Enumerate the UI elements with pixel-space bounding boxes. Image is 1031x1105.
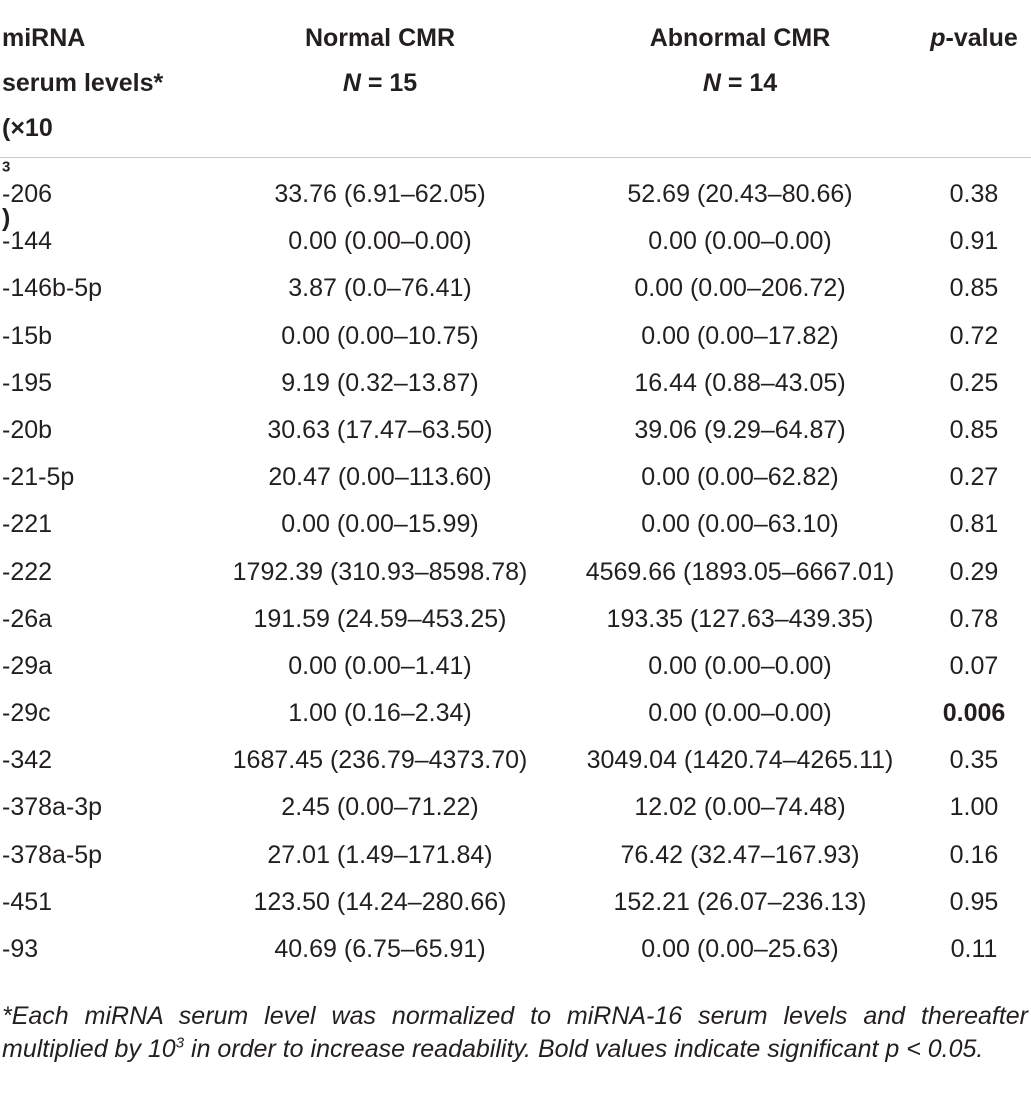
table-row bbox=[0, 454, 1031, 501]
cell-abnormal-cmr: 0.00 (0.00–0.00) bbox=[648, 699, 832, 728]
cell-abnormal-cmr: 52.69 (20.43–80.66) bbox=[627, 180, 853, 208]
column-header-normal-cmr bbox=[210, 16, 550, 106]
cell-normal-cmr: 1792.39 (310.93–8598.78) bbox=[232, 557, 528, 586]
cell-abnormal-cmr: 152.21 (26.07–236.13) bbox=[613, 887, 867, 916]
cell-normal-cmr: 33.76 (6.91–62.05) bbox=[274, 180, 486, 208]
cell-p-value: 0.16 bbox=[949, 840, 999, 869]
table-row bbox=[0, 501, 1031, 548]
cell-normal-cmr: 27.01 (1.49–171.84) bbox=[267, 840, 493, 869]
cell-p-value: 0.91 bbox=[949, 227, 999, 256]
cell-mirna-name: -29c bbox=[2, 699, 51, 728]
cell-abnormal-cmr: 0.00 (0.00–62.82) bbox=[641, 463, 839, 492]
cell-p-value: 1.00 bbox=[949, 793, 999, 822]
column-header-p-value: p-value bbox=[930, 24, 1018, 52]
cell-p-value: 0.11 bbox=[950, 935, 998, 963]
column-header-normal-n: N = 15 bbox=[342, 69, 418, 97]
column-header-abnormal-cmr bbox=[570, 16, 910, 106]
cell-mirna-name: -26a bbox=[2, 604, 53, 633]
cell-normal-cmr: 0.00 (0.00–10.75) bbox=[281, 321, 479, 350]
table-row bbox=[0, 643, 1031, 690]
cell-mirna-name: -21-5p bbox=[2, 463, 75, 492]
table-row bbox=[0, 832, 1031, 879]
cell-normal-cmr: 0.00 (0.00–15.99) bbox=[281, 510, 479, 539]
table-row bbox=[0, 265, 1031, 312]
cell-p-value: 0.35 bbox=[949, 746, 999, 775]
cell-abnormal-cmr: 0.00 (0.00–63.10) bbox=[641, 510, 839, 539]
cell-abnormal-cmr: 193.35 (127.63–439.35) bbox=[606, 604, 874, 633]
cell-mirna-name: -15b bbox=[2, 321, 53, 350]
table-row bbox=[0, 690, 1031, 737]
cell-normal-cmr: 9.19 (0.32–13.87) bbox=[281, 368, 479, 397]
table-row bbox=[0, 313, 1031, 360]
table-row bbox=[0, 218, 1031, 265]
cell-abnormal-cmr: 0.00 (0.00–206.72) bbox=[634, 274, 846, 303]
cell-mirna-name: -378a-3p bbox=[2, 793, 103, 822]
cell-mirna-name: -378a-5p bbox=[2, 840, 103, 869]
cell-abnormal-cmr: 39.06 (9.29–64.87) bbox=[634, 415, 846, 444]
column-header-normal-title: Normal CMR bbox=[304, 24, 455, 52]
cell-p-value: 0.85 bbox=[949, 274, 999, 303]
cell-p-value: 0.78 bbox=[949, 604, 999, 633]
column-header-mirna-line1: miRNA bbox=[2, 24, 86, 52]
cell-normal-cmr: 40.69 (6.75–65.91) bbox=[274, 935, 486, 963]
column-header-mirna-line3: (×10 $^3$ ) bbox=[2, 114, 53, 232]
cell-abnormal-cmr: 0.00 (0.00–0.00) bbox=[648, 651, 832, 680]
cell-p-value: 0.27 bbox=[949, 463, 999, 492]
cell-normal-cmr: 3.87 (0.0–76.41) bbox=[288, 274, 472, 303]
cell-normal-cmr: 0.00 (0.00–1.41) bbox=[288, 651, 472, 680]
column-header-abnormal-n: N = 14 bbox=[702, 69, 778, 97]
column-header-mirna-line2: serum levels* bbox=[2, 69, 164, 97]
cell-p-value: 0.07 bbox=[949, 651, 999, 680]
table-row bbox=[0, 784, 1031, 831]
table-row bbox=[0, 171, 1031, 218]
cell-p-value: 0.29 bbox=[949, 557, 999, 586]
cell-p-value: 0.85 bbox=[949, 415, 999, 444]
cell-mirna-name: -29a bbox=[2, 651, 53, 680]
cell-abnormal-cmr: 76.42 (32.47–167.93) bbox=[620, 840, 860, 869]
column-header-abnormal-title: Abnormal CMR bbox=[649, 24, 831, 52]
table-row bbox=[0, 926, 1031, 973]
cell-p-value: 0.25 bbox=[949, 368, 999, 397]
table-row bbox=[0, 737, 1031, 784]
cell-normal-cmr: 0.00 (0.00–0.00) bbox=[288, 227, 472, 256]
cell-mirna-name: -342 bbox=[2, 746, 53, 775]
cell-normal-cmr: 2.45 (0.00–71.22) bbox=[281, 793, 479, 822]
cell-p-value: 0.95 bbox=[949, 887, 999, 916]
cell-normal-cmr: 1.00 (0.16–2.34) bbox=[288, 699, 472, 728]
cell-abnormal-cmr: 0.00 (0.00–0.00) bbox=[648, 227, 832, 256]
cell-p-value: 0.81 bbox=[949, 510, 999, 539]
cell-abnormal-cmr: 12.02 (0.00–74.48) bbox=[634, 793, 846, 822]
cell-abnormal-cmr: 16.44 (0.88–43.05) bbox=[634, 368, 846, 397]
cell-normal-cmr: 191.59 (24.59–453.25) bbox=[253, 604, 507, 633]
header-divider bbox=[0, 157, 1031, 158]
cell-normal-cmr: 1687.45 (236.79–4373.70) bbox=[232, 746, 528, 775]
table-row bbox=[0, 549, 1031, 596]
table-row bbox=[0, 360, 1031, 407]
cell-abnormal-cmr: 3049.04 (1420.74–4265.11) bbox=[586, 746, 894, 775]
cell-normal-cmr: 123.50 (14.24–280.66) bbox=[253, 887, 507, 916]
table-footnote: *Each miRNA serum level was normalized to miRNA-16 serum levels and thereafter multiplied by $10^3$ in order to increase readability. Bold values indicate significant p < 0.05. bbox=[2, 1002, 1028, 1063]
cell-mirna-name: -451 bbox=[2, 887, 53, 916]
cell-mirna-name: -93 bbox=[2, 935, 39, 963]
table-row bbox=[0, 879, 1031, 926]
cell-mirna-name: -195 bbox=[2, 368, 53, 397]
table-row bbox=[0, 596, 1031, 643]
cell-mirna-name: -221 bbox=[2, 510, 53, 539]
table-body bbox=[0, 171, 1031, 973]
cell-mirna-name: -20b bbox=[2, 415, 53, 444]
cell-mirna-name: -222 bbox=[2, 557, 53, 586]
cell-normal-cmr: 30.63 (17.47–63.50) bbox=[267, 415, 493, 444]
cell-normal-cmr: 20.47 (0.00–113.60) bbox=[268, 463, 492, 492]
cell-mirna-name: -206 bbox=[2, 180, 53, 208]
table-row bbox=[0, 407, 1031, 454]
cell-mirna-name: -146b-5p bbox=[2, 274, 103, 303]
cell-p-value: 0.006 bbox=[942, 699, 1006, 728]
cell-p-value: 0.38 bbox=[949, 180, 999, 208]
cell-p-value: 0.72 bbox=[949, 321, 999, 350]
cell-mirna-name: -144 bbox=[2, 227, 53, 256]
cell-abnormal-cmr: 4569.66 (1893.05–6667.01) bbox=[585, 557, 895, 586]
cell-abnormal-cmr: 0.00 (0.00–25.63) bbox=[641, 935, 839, 963]
cell-abnormal-cmr: 0.00 (0.00–17.82) bbox=[641, 321, 839, 350]
